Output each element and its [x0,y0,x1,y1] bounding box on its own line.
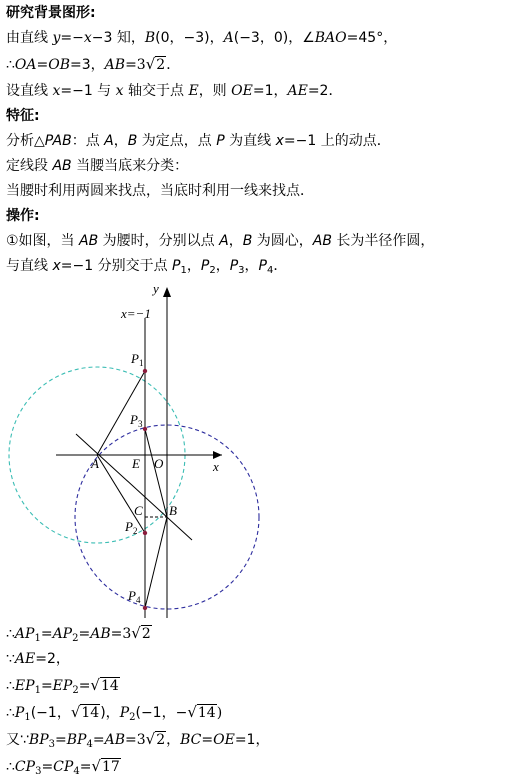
math-2: ∵AE=2， [6,651,70,667]
line-2: ∴OA=OB=3，AB=3√2． [6,55,181,73]
label-e: E [132,456,140,471]
line-8: 与直线 x=−1 分别交于点 $P_1$，$P_2$，$P_3$，$P_4$． [6,258,288,276]
label-p2: $P_2$ [125,519,138,536]
label-a: A [91,456,99,471]
label-c: C [134,503,143,518]
point-p3 [143,427,147,431]
label-p4: $P_4$ [128,588,141,605]
segment-b-p3 [145,429,167,517]
sqrt: √2 [145,55,166,73]
heading-operation: 操作: [6,208,40,224]
label-line: x=−1 [121,306,151,321]
math-1: $\therefore AP_1=AP_2=AB=3√2$ [6,624,151,644]
math-3: $\therefore EP_1=EP_2=√14$ [6,676,119,696]
line-7: ①如图，当 AB 为腰时，分别以点 A，B 为圆心，AB 长为半径作圆， [6,233,435,249]
label-x: x [213,459,219,474]
line-1: 由直线 y=−x−3 知，B(0，−3)，A(−3，0)，∠BAO=45°， [6,30,398,46]
x-axis-arrow [213,451,222,459]
math-6: $\therefore CP_3=CP_4=√17$ [6,757,120,777]
segment-b-p4 [145,517,167,608]
line-6: 当腰时利用两圆来找点，当底时利用一线来找点． [6,183,314,199]
label-o: O [154,456,164,471]
heading-background: 研究背景图形: [6,5,96,21]
label-p1: $P_1$ [131,351,144,368]
line-5: 定线段 AB 当腰当底来分类： [6,158,189,174]
y-axis-arrow [163,287,171,297]
label-y: y [153,282,159,296]
label-p3: $P_3$ [130,412,143,429]
math-5: 又$\because BP_3=BP_4=AB=3√2$，BC=OE=1， [6,730,270,750]
point-p2 [143,531,147,535]
math-4: $\therefore P_1(-1$，√14)，$P_2(-1$，−√14) [6,703,223,723]
line-3: 设直线 x=−1 与 x 轴交于点 E，则 OE=1，AE=2． [6,83,343,99]
line-4: 分析△PAB：点 A，B 为定点，点 P 为直线 x=−1 上的动点． [6,133,391,149]
point-p1 [143,369,147,373]
heading-feature: 特征: [6,108,40,124]
label-b: B [169,503,177,518]
line-ab [76,434,192,540]
geometry-figure [0,282,300,618]
point-p4 [143,606,147,610]
